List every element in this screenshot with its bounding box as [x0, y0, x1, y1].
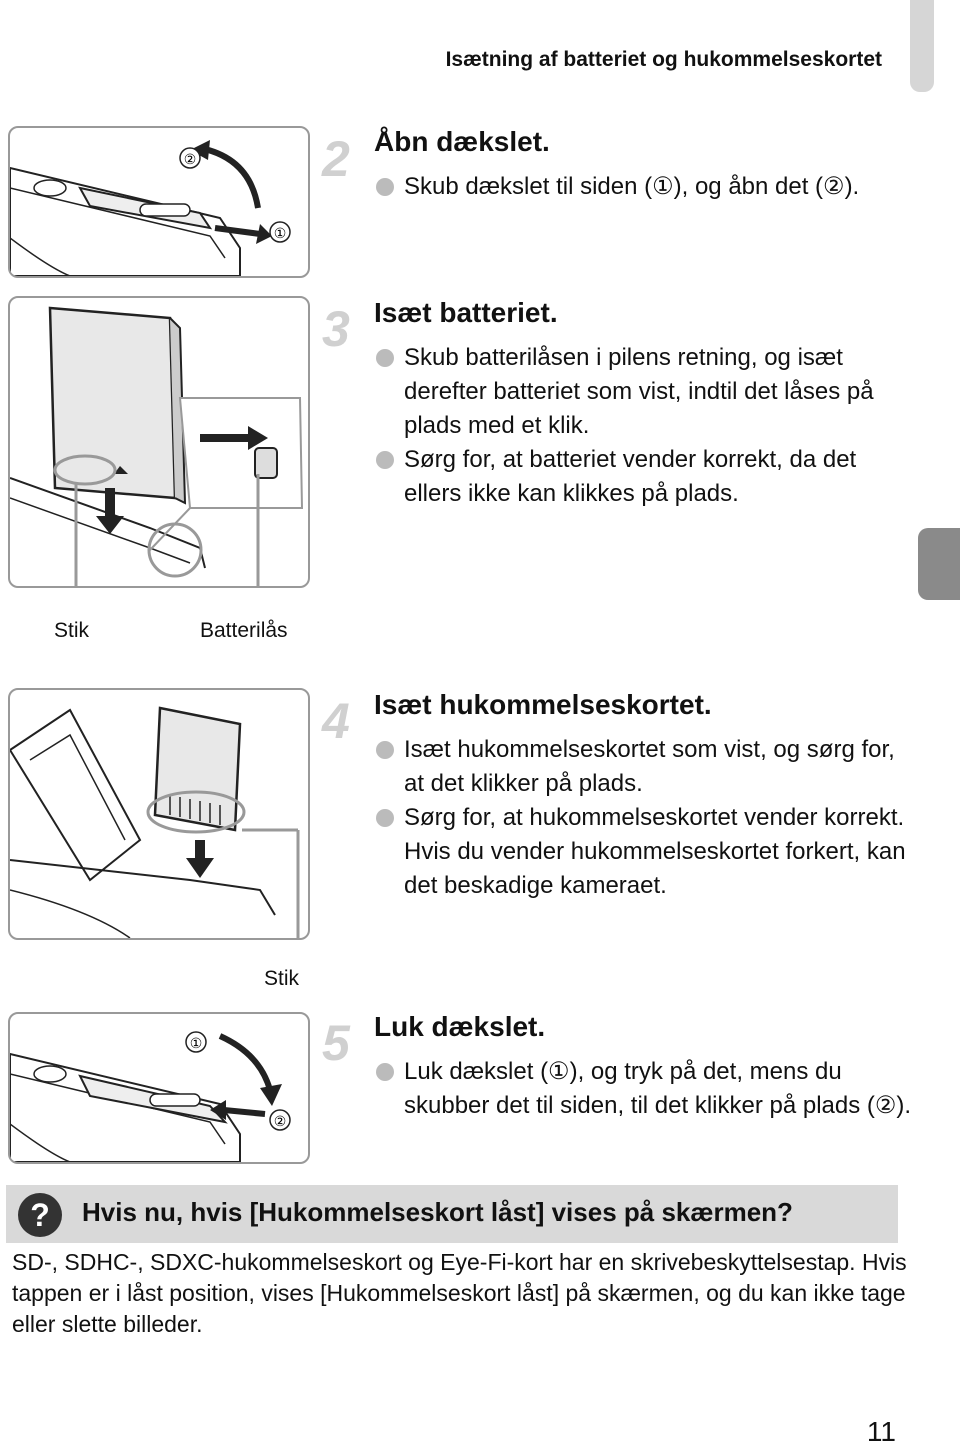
step-bullet: Isæt hukommelseskortet som vist, og sørg for, at det klikker på plads. — [374, 733, 914, 801]
bullet-dot-icon — [376, 741, 394, 759]
step-number: 5 — [322, 1015, 350, 1071]
bullet-dot-icon — [376, 809, 394, 827]
step-title: Isæt hukommelseskortet. — [374, 689, 712, 720]
step-title: Åbn dækslet. — [374, 126, 550, 157]
card-illustration — [8, 688, 310, 940]
step-number: 3 — [322, 301, 350, 357]
step-bullet: Skub batterilåsen i pilens retning, og isæt derefter batteriet som vist, indtil det låses på plads med et klik. — [374, 341, 914, 443]
caption-stik-battery: Stik — [54, 619, 90, 642]
question-icon: ? — [18, 1193, 62, 1237]
bullet-dot-icon — [376, 1063, 394, 1081]
open-label-2: ② — [183, 151, 197, 167]
close-cover-illustration — [8, 1012, 310, 1164]
faq-header — [6, 1185, 898, 1243]
step-bullet: Sørg for, at batteriet vender korrekt, da det ellers ikke kan klikkes på plads. — [374, 443, 914, 511]
bullet-dot-icon — [376, 349, 394, 367]
chapter-tab-top — [910, 0, 934, 92]
step-number: 2 — [322, 131, 350, 187]
battery-illustration — [8, 296, 310, 588]
page-header-title: Isætning af batteriet og hukommelseskortet — [445, 48, 882, 71]
page-number: 11 — [866, 1416, 896, 1447]
step-title: Isæt batteriet. — [374, 297, 558, 328]
step-bullet: Skub dækslet til siden (①), og åbn det (②). — [374, 170, 914, 204]
faq-body: SD-, SDHC-, SDXC-hukommelseskort og Eye-Fi-kort har en skrivebeskyttelsestap. Hvis tappen er i låst position, vises [Hukommelseskort låst] på skærmen, og du kan ikke tage eller slette billeder. — [12, 1249, 907, 1337]
caption-stik-card: Stik — [264, 967, 300, 990]
step-number: 4 — [322, 693, 350, 749]
caption-battery-lock: Batterilås — [200, 619, 288, 642]
open-label-1: ① — [273, 225, 287, 241]
step-bullet: Luk dækslet (①), og tryk på det, mens du skubber det til siden, til det klikker på plads (②). — [374, 1055, 914, 1123]
close-label-1: ① — [189, 1035, 203, 1051]
chapter-tab-side — [918, 528, 960, 600]
open-cover-illustration — [8, 126, 310, 278]
step-title: Luk dækslet. — [374, 1011, 546, 1042]
bullet-dot-icon — [376, 178, 394, 196]
close-label-2: ② — [273, 1113, 287, 1129]
faq-title: Hvis nu, hvis [Hukommelseskort låst] vises på skærmen? — [82, 1197, 793, 1227]
bullet-dot-icon — [376, 451, 394, 469]
step-bullet: Sørg for, at hukommelseskortet vender korrekt. Hvis du vender hukommelseskortet forkert, kan det beskadige kameraet. — [374, 801, 914, 903]
